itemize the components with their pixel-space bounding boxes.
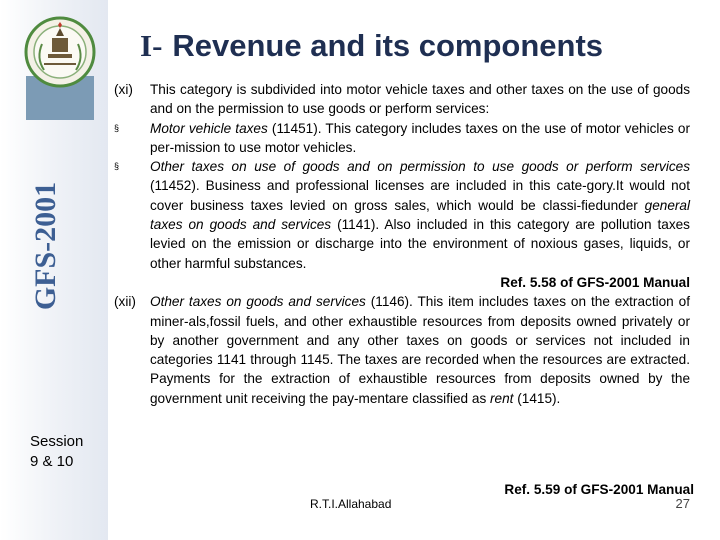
- item-term-2: rent: [490, 390, 514, 406]
- item-xii: [114, 292, 690, 408]
- item-text: (1146). This item includes taxes on the extraction of miner-als,fossil fuels, and other exhaustible resources from deposits owned privately or by another government and any other taxes on goods or services not included in categories 1141 through 1145. The taxes are recorded when the resources are extracted. Payments for the extraction of exhaustible resources from deposits owned by the government unit receiving the pay-mentare classified as: [150, 294, 690, 406]
- title-text: Revenue and its components: [172, 28, 604, 63]
- page-title: [140, 28, 700, 64]
- bullet-other-taxes: [114, 157, 690, 273]
- item-number: (xi): [114, 82, 133, 97]
- bullet-text: (11451). This category includes taxes on the use of motor vehicles or per-mission to use motor vehicles.: [150, 120, 690, 155]
- item-xi: [114, 80, 690, 119]
- bullet-icon: §: [114, 122, 120, 133]
- item-term: Other taxes on goods and services: [150, 294, 366, 310]
- session-line-1: Session: [30, 433, 84, 450]
- session-label: [30, 432, 83, 472]
- vertical-label: GFS-2001: [29, 181, 62, 311]
- bullet-motor-vehicle-taxes: [114, 119, 690, 158]
- page-number: 27: [675, 496, 690, 511]
- reference-559: Ref. 5.59 of GFS-2001 Manual: [504, 482, 694, 497]
- footer-organization: R.T.I.Allahabad: [310, 497, 392, 511]
- title-roman-numeral: I-: [140, 28, 163, 63]
- item-text: This category is subdivided into motor vehicle taxes and other taxes on the use of goods and on the permission to use goods or perform services:: [150, 82, 690, 117]
- bullet-term: Other taxes on use of goods and on permission to use goods or perform services: [150, 159, 690, 175]
- bullet-term-2: general taxes on goods and services: [150, 197, 690, 233]
- item-text-2: (1415).: [513, 390, 561, 406]
- content-body: [114, 80, 690, 408]
- bullet-icon: §: [114, 161, 120, 172]
- session-line-2: 9 & 10: [30, 453, 74, 470]
- bullet-term: Motor vehicle taxes: [150, 120, 268, 136]
- reference-558: Ref. 5.58 of GFS-2001 Manual: [500, 274, 690, 290]
- bullet-text-2: (1141). Also included in this category are pollution taxes levied on the emission or discharge into the environment of noxious gases, liquids, or other harmful substances.: [150, 217, 690, 271]
- item-number: (xii): [114, 294, 136, 310]
- sidebar: [0, 0, 108, 540]
- bullet-text: (11452). Business and professional licenses are included in this cate-gory.It would not cover business taxes levied on gross sales, which would be classi-fiedunder: [150, 178, 690, 213]
